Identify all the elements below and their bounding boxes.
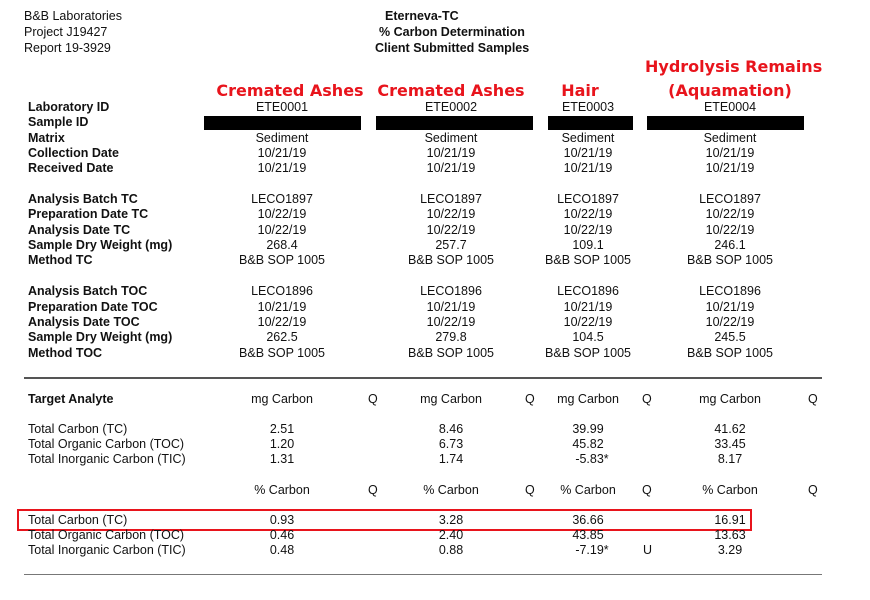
cell-method-tc: B&B SOP 1005 bbox=[545, 253, 631, 267]
value-mg-tc: 8.46 bbox=[438, 422, 464, 436]
cell-analysis-date-tc: 10/22/19 bbox=[257, 223, 307, 237]
cell-matrix: Sediment bbox=[255, 131, 309, 145]
label-sample-id: Sample ID bbox=[28, 115, 89, 129]
q-header: Q bbox=[642, 392, 652, 406]
cell-analysis-date-tc: 10/22/19 bbox=[563, 223, 613, 237]
unit-mg-carbon: mg Carbon bbox=[251, 392, 313, 406]
label-dry-weight-toc: Sample Dry Weight (mg) bbox=[28, 330, 173, 344]
unit-pct-carbon: % Carbon bbox=[702, 483, 758, 497]
value-pct-tc: 36.66 bbox=[572, 513, 604, 527]
doc-subtitle-2: Client Submitted Samples bbox=[375, 41, 530, 55]
cell-lab-id: ETE0004 bbox=[703, 100, 757, 114]
value-pct-toc: 43.85 bbox=[572, 528, 604, 542]
cell-lab-id: ETE0001 bbox=[255, 100, 309, 114]
q-header: Q bbox=[368, 483, 378, 497]
cell-prep-toc: 10/21/19 bbox=[257, 300, 307, 314]
cell-method-toc: B&B SOP 1005 bbox=[687, 346, 773, 360]
cell-matrix: Sediment bbox=[703, 131, 757, 145]
cell-batch-toc: LECO1896 bbox=[420, 284, 482, 298]
value-pct-toc: 2.40 bbox=[438, 528, 464, 542]
cell-analysis-date-toc: 10/22/19 bbox=[563, 315, 613, 329]
cell-batch-toc: LECO1896 bbox=[699, 284, 761, 298]
cell-received-date: 10/21/19 bbox=[257, 161, 307, 175]
q-header: Q bbox=[525, 392, 535, 406]
cell-method-toc: B&B SOP 1005 bbox=[239, 346, 325, 360]
value-mg-tc: 2.51 bbox=[269, 422, 295, 436]
value-pct-tic: 0.88 bbox=[438, 543, 464, 557]
cell-collection-date: 10/21/19 bbox=[426, 146, 476, 160]
cell-collection-date: 10/21/19 bbox=[257, 146, 307, 160]
row-label-tic-pct: Total Inorganic Carbon (TIC) bbox=[28, 543, 186, 557]
q-header: Q bbox=[808, 483, 818, 497]
row-label-tc-pct: Total Carbon (TC) bbox=[28, 513, 128, 527]
value-pct-toc: 0.46 bbox=[269, 528, 295, 542]
value-pct-toc: 13.63 bbox=[714, 528, 746, 542]
row-label-tc: Total Carbon (TC) bbox=[28, 422, 128, 436]
row-label-tic: Total Inorganic Carbon (TIC) bbox=[28, 452, 186, 466]
label-prep-toc: Preparation Date TOC bbox=[28, 300, 158, 314]
value-pct-tic: 3.29 bbox=[717, 543, 743, 557]
value-pct-tc: 3.28 bbox=[438, 513, 464, 527]
row-label-toc: Total Organic Carbon (TOC) bbox=[28, 437, 185, 451]
cell-analysis-date-toc: 10/22/19 bbox=[705, 315, 755, 329]
label-method-tc: Method TC bbox=[28, 253, 93, 267]
cell-prep-toc: 10/21/19 bbox=[563, 300, 613, 314]
q-header: Q bbox=[368, 392, 378, 406]
cell-method-tc: B&B SOP 1005 bbox=[408, 253, 494, 267]
annotation-aquamation: (Aquamation) bbox=[668, 81, 792, 100]
value-mg-tic: -5.83* bbox=[575, 452, 609, 466]
value-mg-tic: 8.17 bbox=[717, 452, 743, 466]
divider-bottom bbox=[24, 574, 822, 575]
doc-title: Eterneva-TC bbox=[385, 9, 459, 23]
cell-received-date: 10/21/19 bbox=[426, 161, 476, 175]
cell-batch-toc: LECO1896 bbox=[557, 284, 619, 298]
cell-prep-tc: 10/22/19 bbox=[426, 207, 476, 221]
cell-batch-tc: LECO1897 bbox=[557, 192, 619, 206]
value-pct-tc: 0.93 bbox=[269, 513, 295, 527]
project-number: Project J19427 bbox=[24, 25, 108, 39]
q-header: Q bbox=[525, 483, 535, 497]
unit-mg-carbon: mg Carbon bbox=[420, 392, 482, 406]
doc-subtitle: % Carbon Determination bbox=[379, 25, 525, 39]
redacted-sample-id bbox=[548, 116, 633, 130]
cell-matrix: Sediment bbox=[424, 131, 478, 145]
cell-received-date: 10/21/19 bbox=[705, 161, 755, 175]
unit-mg-carbon: mg Carbon bbox=[557, 392, 619, 406]
q-header: Q bbox=[642, 483, 652, 497]
cell-received-date: 10/21/19 bbox=[563, 161, 613, 175]
cell-dry-weight-tc: 268.4 bbox=[266, 238, 298, 252]
cell-dry-weight-tc: 109.1 bbox=[572, 238, 604, 252]
value-mg-tic: 1.31 bbox=[269, 452, 295, 466]
unit-pct-carbon: % Carbon bbox=[423, 483, 479, 497]
label-lab-id: Laboratory ID bbox=[28, 100, 110, 114]
value-mg-toc: 6.73 bbox=[438, 437, 464, 451]
cell-prep-tc: 10/22/19 bbox=[257, 207, 307, 221]
label-batch-tc: Analysis Batch TC bbox=[28, 192, 138, 206]
annotation-cremated-ashes-2: Cremated Ashes bbox=[377, 81, 525, 100]
label-target-analyte: Target Analyte bbox=[28, 392, 114, 406]
label-collection-date: Collection Date bbox=[28, 146, 119, 160]
cell-batch-tc: LECO1897 bbox=[251, 192, 313, 206]
lab-name: B&B Laboratories bbox=[24, 9, 122, 23]
qualifier-u: U bbox=[643, 543, 653, 557]
cell-lab-id: ETE0002 bbox=[424, 100, 478, 114]
q-header: Q bbox=[808, 392, 818, 406]
cell-dry-weight-tc: 246.1 bbox=[714, 238, 746, 252]
value-pct-tc: 16.91 bbox=[714, 513, 746, 527]
redacted-sample-id bbox=[204, 116, 361, 130]
value-mg-toc: 45.82 bbox=[572, 437, 604, 451]
cell-method-toc: B&B SOP 1005 bbox=[545, 346, 631, 360]
cell-method-tc: B&B SOP 1005 bbox=[239, 253, 325, 267]
report-number: Report 19-3929 bbox=[24, 41, 111, 55]
value-mg-tc: 39.99 bbox=[572, 422, 604, 436]
label-method-toc: Method TOC bbox=[28, 346, 103, 360]
unit-mg-carbon: mg Carbon bbox=[699, 392, 761, 406]
label-batch-toc: Analysis Batch TOC bbox=[28, 284, 148, 298]
cell-analysis-date-toc: 10/22/19 bbox=[257, 315, 307, 329]
cell-dry-weight-toc: 279.8 bbox=[435, 330, 467, 344]
redacted-sample-id bbox=[647, 116, 804, 130]
cell-dry-weight-toc: 262.5 bbox=[266, 330, 298, 344]
unit-pct-carbon: % Carbon bbox=[254, 483, 310, 497]
cell-lab-id: ETE0003 bbox=[561, 100, 615, 114]
label-analysis-date-tc: Analysis Date TC bbox=[28, 223, 131, 237]
redacted-sample-id bbox=[376, 116, 533, 130]
cell-dry-weight-toc: 104.5 bbox=[572, 330, 604, 344]
cell-prep-tc: 10/22/19 bbox=[705, 207, 755, 221]
cell-matrix: Sediment bbox=[561, 131, 615, 145]
cell-dry-weight-toc: 245.5 bbox=[714, 330, 746, 344]
cell-collection-date: 10/21/19 bbox=[563, 146, 613, 160]
unit-pct-carbon: % Carbon bbox=[560, 483, 616, 497]
divider-top bbox=[24, 377, 822, 379]
row-label-toc-pct: Total Organic Carbon (TOC) bbox=[28, 528, 185, 542]
annotation-hair: Hair bbox=[561, 81, 599, 100]
annotation-cremated-ashes-1: Cremated Ashes bbox=[216, 81, 364, 100]
cell-analysis-date-toc: 10/22/19 bbox=[426, 315, 476, 329]
cell-batch-tc: LECO1897 bbox=[699, 192, 761, 206]
label-analysis-date-toc: Analysis Date TOC bbox=[28, 315, 140, 329]
cell-analysis-date-tc: 10/22/19 bbox=[705, 223, 755, 237]
cell-collection-date: 10/21/19 bbox=[705, 146, 755, 160]
value-mg-tc: 41.62 bbox=[714, 422, 746, 436]
cell-prep-tc: 10/22/19 bbox=[563, 207, 613, 221]
annotation-hydrolysis: Hydrolysis Remains bbox=[645, 57, 823, 76]
cell-batch-toc: LECO1896 bbox=[251, 284, 313, 298]
label-matrix: Matrix bbox=[28, 131, 65, 145]
value-mg-toc: 1.20 bbox=[269, 437, 295, 451]
value-pct-tic: -7.19* bbox=[575, 543, 609, 557]
value-pct-tic: 0.48 bbox=[269, 543, 295, 557]
cell-dry-weight-tc: 257.7 bbox=[435, 238, 467, 252]
cell-method-tc: B&B SOP 1005 bbox=[687, 253, 773, 267]
label-received-date: Received Date bbox=[28, 161, 114, 175]
value-mg-tic: 1.74 bbox=[438, 452, 464, 466]
value-mg-toc: 33.45 bbox=[714, 437, 746, 451]
cell-prep-toc: 10/21/19 bbox=[426, 300, 476, 314]
cell-method-toc: B&B SOP 1005 bbox=[408, 346, 494, 360]
cell-prep-toc: 10/21/19 bbox=[705, 300, 755, 314]
label-prep-tc: Preparation Date TC bbox=[28, 207, 149, 221]
cell-batch-tc: LECO1897 bbox=[420, 192, 482, 206]
cell-analysis-date-tc: 10/22/19 bbox=[426, 223, 476, 237]
label-dry-weight-tc: Sample Dry Weight (mg) bbox=[28, 238, 173, 252]
